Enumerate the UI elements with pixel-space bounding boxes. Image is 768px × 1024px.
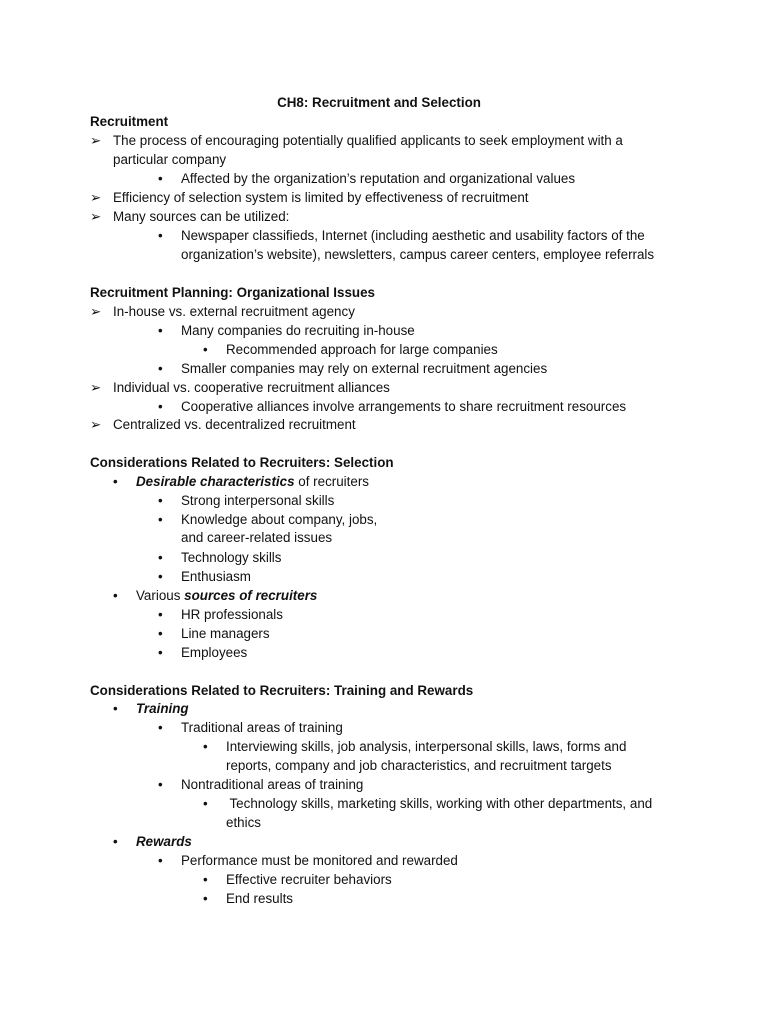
- list-item-continuation: particular company: [113, 152, 227, 167]
- list-item: ➢ Many sources can be utilized:: [90, 209, 290, 224]
- section-heading-planning: Recruitment Planning: Organizational Issues: [90, 285, 375, 300]
- bullet-icon: •: [158, 720, 163, 735]
- list-item: • Line managers: [158, 626, 270, 641]
- bullet-icon: •: [203, 796, 208, 811]
- list-item: ➢ Individual vs. cooperative recruitment alliances: [90, 380, 390, 395]
- bullet-icon: •: [158, 228, 163, 243]
- bullet-icon: •: [158, 361, 163, 376]
- bullet-icon: •: [158, 853, 163, 868]
- bullet-icon: •: [158, 550, 163, 565]
- arrow-bullet-icon: ➢: [90, 209, 102, 224]
- bullet-icon: •: [158, 171, 163, 186]
- bullet-icon: •: [158, 626, 163, 641]
- bullet-icon: •: [113, 834, 118, 849]
- list-item: ➢ Centralized vs. decentralized recruitment: [90, 417, 356, 432]
- list-item: • Technology skills, marketing skills, working with other departments, and: [203, 796, 653, 811]
- list-item: • Newspaper classifieds, Internet (including aesthetic and usability factors of the: [158, 228, 645, 243]
- bullet-icon: •: [113, 474, 118, 489]
- list-item: • Strong interpersonal skills: [158, 493, 335, 508]
- list-item: • Training: [113, 701, 189, 716]
- list-item-continuation: and career-related issues: [181, 530, 333, 545]
- bullet-icon: •: [203, 342, 208, 357]
- list-item: • Technology skills: [158, 550, 282, 565]
- list-item: ➢ In-house vs. external recruitment agency: [90, 304, 355, 319]
- list-item: • End results: [203, 891, 293, 906]
- bullet-icon: •: [158, 645, 163, 660]
- arrow-bullet-icon: ➢: [90, 304, 102, 319]
- list-item: • Employees: [158, 645, 248, 660]
- list-item-continuation: reports, company and job characteristics, and recruitment targets: [226, 758, 612, 773]
- section-heading-selection: Considerations Related to Recruiters: Selection: [90, 455, 394, 470]
- arrow-bullet-icon: ➢: [90, 417, 102, 432]
- section-heading-training-rewards: Considerations Related to Recruiters: Training and Rewards: [90, 683, 474, 698]
- bullet-icon: •: [113, 588, 118, 603]
- list-item-continuation: organization’s website), newsletters, campus career centers, employee referrals: [181, 247, 655, 262]
- list-item: ➢ Efficiency of selection system is limited by effectiveness of recruitment: [90, 190, 529, 205]
- bullet-icon: •: [158, 323, 163, 338]
- bullet-icon: •: [203, 739, 208, 754]
- list-item: • Smaller companies may rely on external recruitment agencies: [158, 361, 548, 376]
- bullet-icon: •: [158, 493, 163, 508]
- list-item: • Traditional areas of training: [158, 720, 343, 735]
- list-item: • Nontraditional areas of training: [158, 777, 364, 792]
- arrow-bullet-icon: ➢: [90, 190, 102, 205]
- bullet-icon: •: [158, 607, 163, 622]
- list-item: • HR professionals: [158, 607, 283, 622]
- list-item: • Enthusiasm: [158, 569, 251, 584]
- list-item: • Rewards: [113, 834, 192, 849]
- bullet-icon: •: [203, 872, 208, 887]
- bullet-icon: •: [203, 891, 208, 906]
- list-item: • Desirable characteristics of recruiters: [113, 474, 369, 489]
- list-item: • Effective recruiter behaviors: [203, 872, 392, 887]
- list-item: • Cooperative alliances involve arrangements to share recruitment resources: [158, 399, 627, 414]
- list-item-continuation: ethics: [226, 815, 261, 830]
- bullet-icon: •: [158, 777, 163, 792]
- list-item: • Many companies do recruiting in-house: [158, 323, 415, 338]
- list-item: • Interviewing skills, job analysis, interpersonal skills, laws, forms and: [203, 739, 627, 754]
- list-item: • Recommended approach for large companies: [203, 342, 498, 357]
- bullet-icon: •: [158, 512, 163, 527]
- bullet-icon: •: [158, 569, 163, 584]
- list-item: ➢ The process of encouraging potentially qualified applicants to seek employment with a: [90, 133, 623, 148]
- list-item: • Performance must be monitored and rewarded: [158, 853, 458, 868]
- page-title: CH8: Recruitment and Selection: [277, 95, 481, 110]
- bullet-icon: •: [113, 701, 118, 716]
- list-item: • Affected by the organization’s reputation and organizational values: [158, 171, 576, 186]
- arrow-bullet-icon: ➢: [90, 133, 102, 148]
- list-item: • Various sources of recruiters: [113, 588, 318, 603]
- list-item: • Knowledge about company, jobs,: [158, 512, 378, 527]
- arrow-bullet-icon: ➢: [90, 380, 102, 395]
- section-heading-recruitment: Recruitment: [90, 114, 169, 129]
- bullet-icon: •: [158, 399, 163, 414]
